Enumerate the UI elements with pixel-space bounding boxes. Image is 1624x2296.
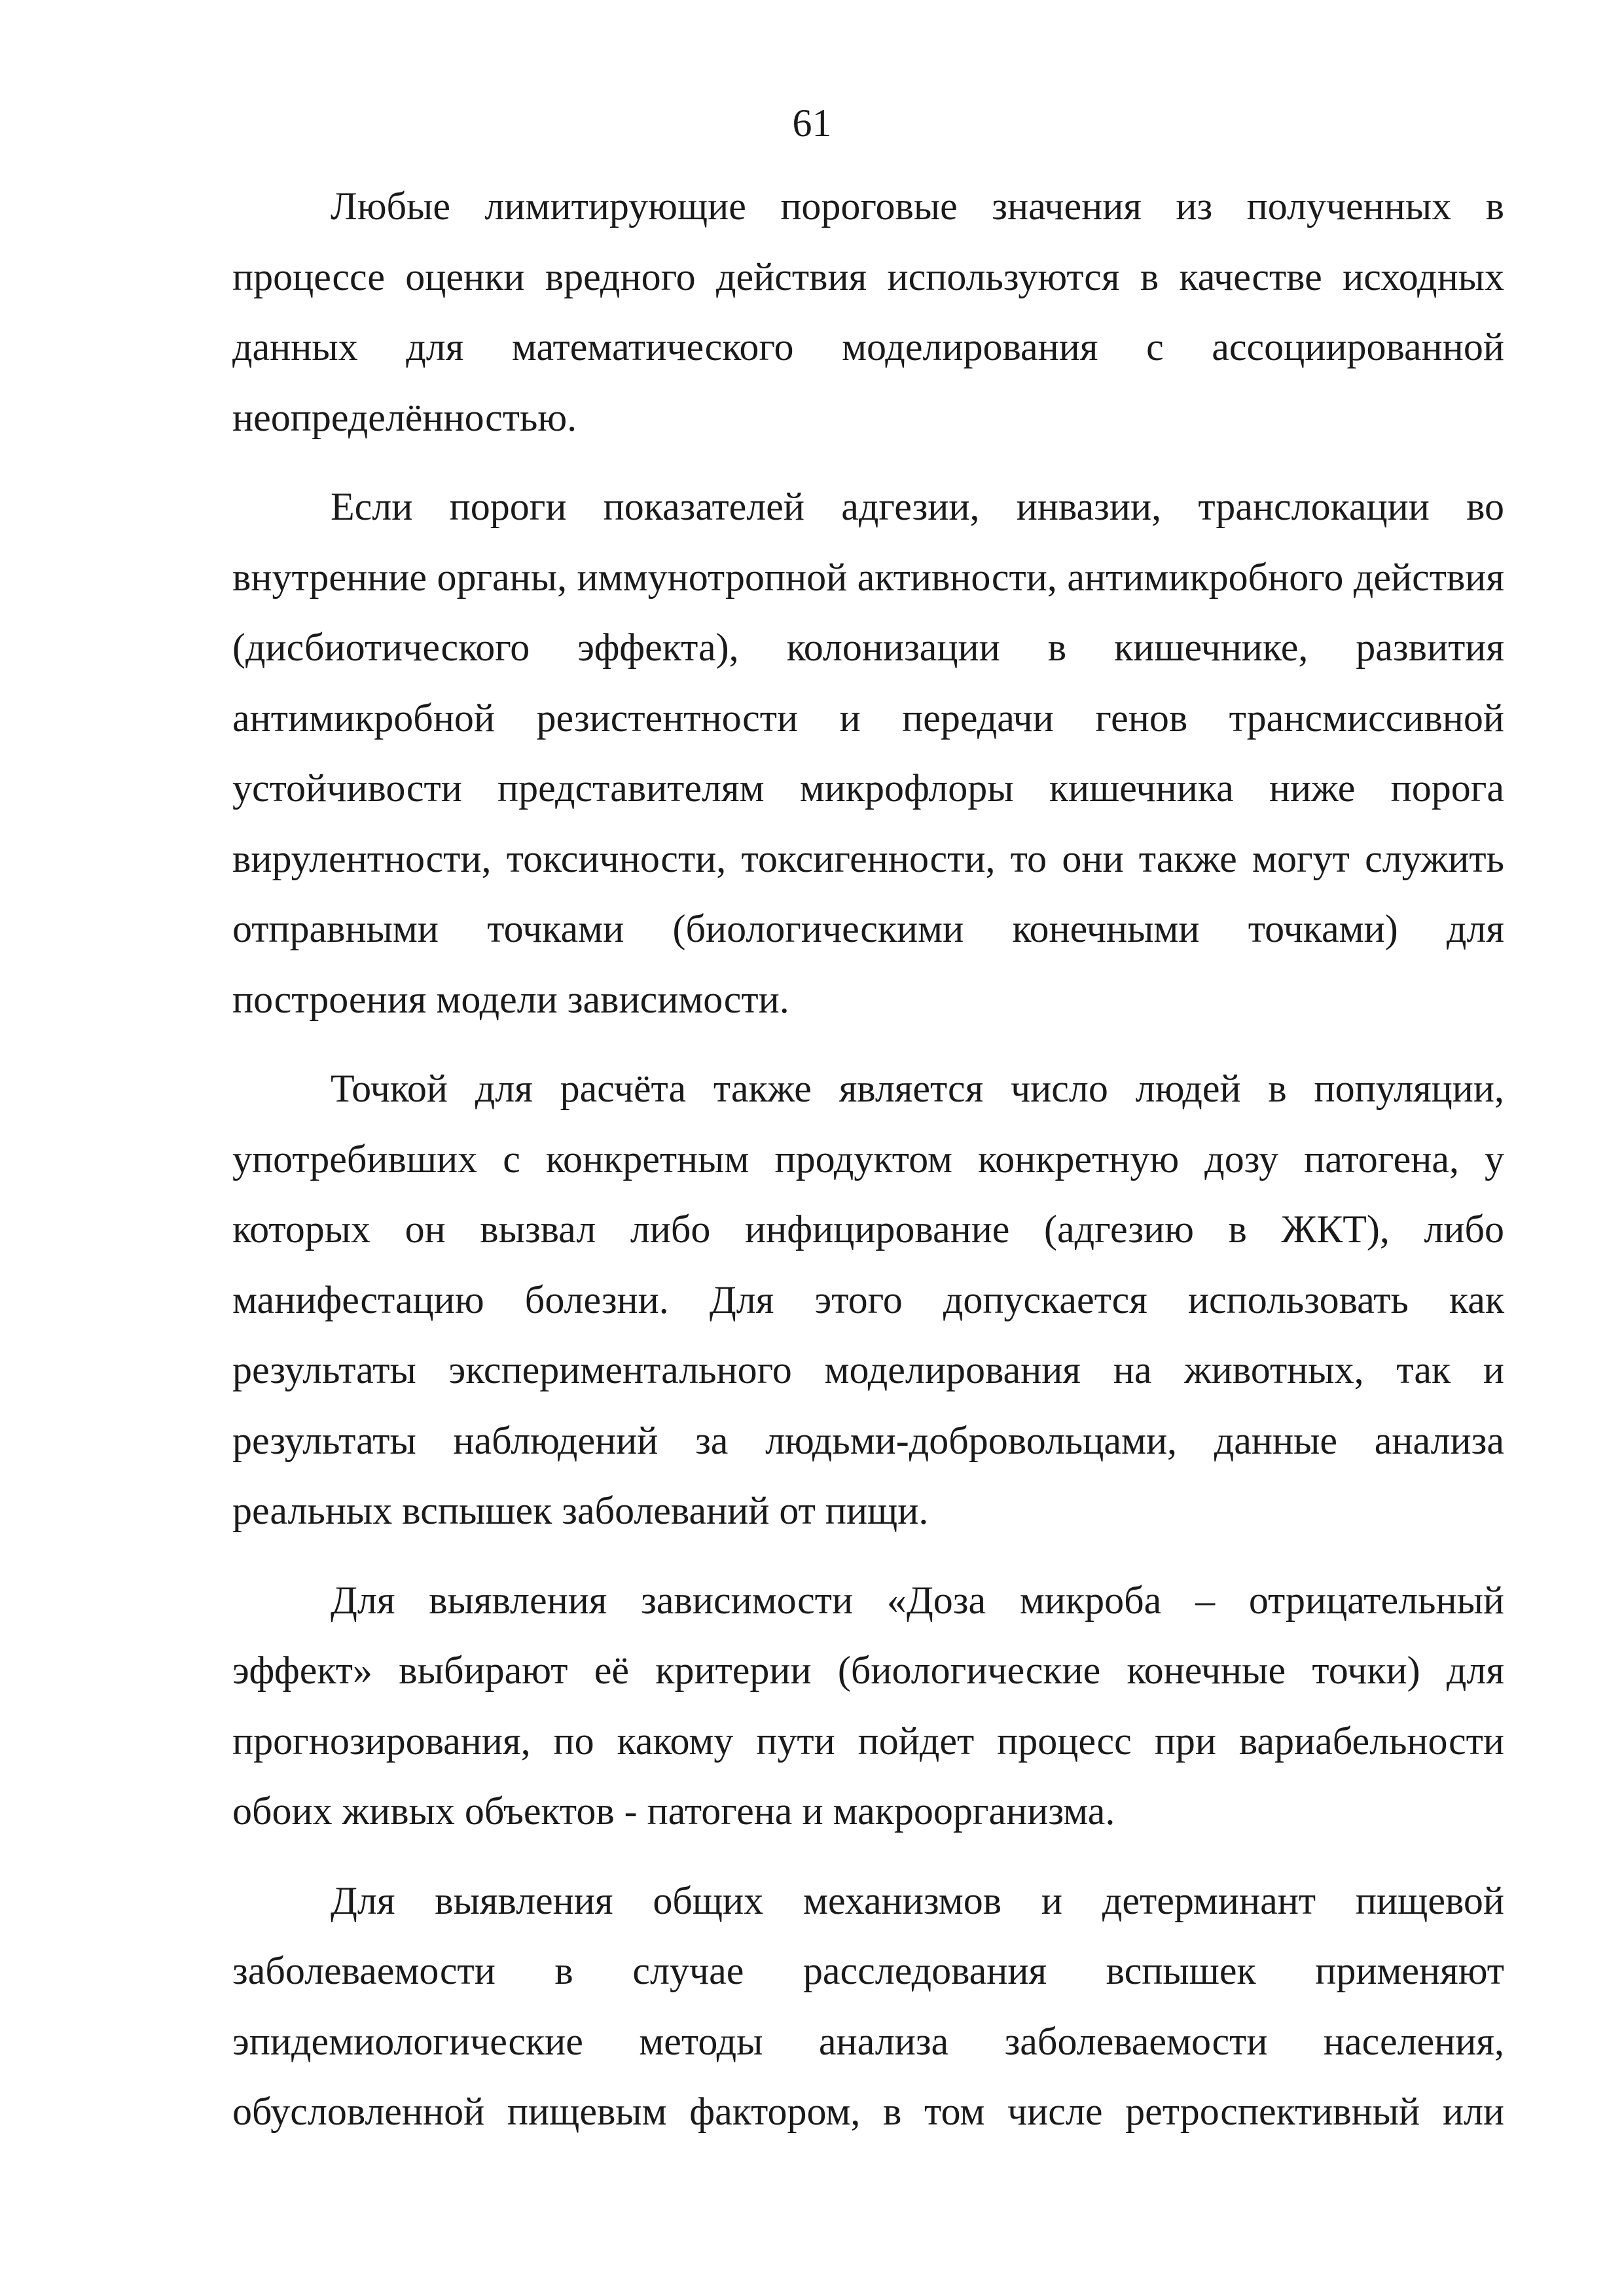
paragraph-adhesion-thresholds: Если пороги показателей адгезии, инвазии, транслокации во внутренние органы, иммунотропной активности, антимикробного действия (дисбиотического эффекта), колонизации в кишечнике, развития антимикробной резистентности и передачи генов трансмиссивной устойчивости представителям микрофлоры кишечника ниже порога вирулентности, токсичности, токсигенности, то они также могут служить отправными точками (биологическими конечными точками) для построения модели зависимости. — [232, 485, 1504, 1021]
page-number: 61 — [792, 101, 832, 145]
paragraph-threshold-values: Любые лимитирующие пороговые значения из полученных в процессе оценки вредного действия используются в качестве исходных данных для математического моделирования с ассоциированной неопределённостью. — [232, 185, 1504, 439]
paragraph-epidemiological-methods: Для выявления общих механизмов и детерминант пищевой заболеваемости в случае расследования вспышек применяют эпидемиологические методы анализа заболеваемости населения, обусловленной пищевым фактором, в том числе ретроспективный или — [232, 1878, 1504, 2133]
paragraph-dose-response: Для выявления зависимости «Доза микроба – отрицательный эффект» выбирают её критерии (биологические конечные точки) для прогнозирования, по какому пути пойдет процесс при вариабельности обоих живых объектов - патогена и макроорганизма. — [232, 1578, 1504, 1833]
text-body — [232, 171, 1504, 2147]
paragraph-calculation-point: Точкой для расчёта также является число людей в популяции, употребивших с конкретным продуктом конкретную дозу патогена, у которых он вызвал либо инфицирование (адгезию в ЖКТ), либо манифестацию болезни. Для этого допускается использовать как результаты экспериментального моделирования на животных, так и результаты наблюдений за людьми-добровольцами, данные анализа реальных вспышек заболеваний от пищи. — [232, 1067, 1504, 1532]
